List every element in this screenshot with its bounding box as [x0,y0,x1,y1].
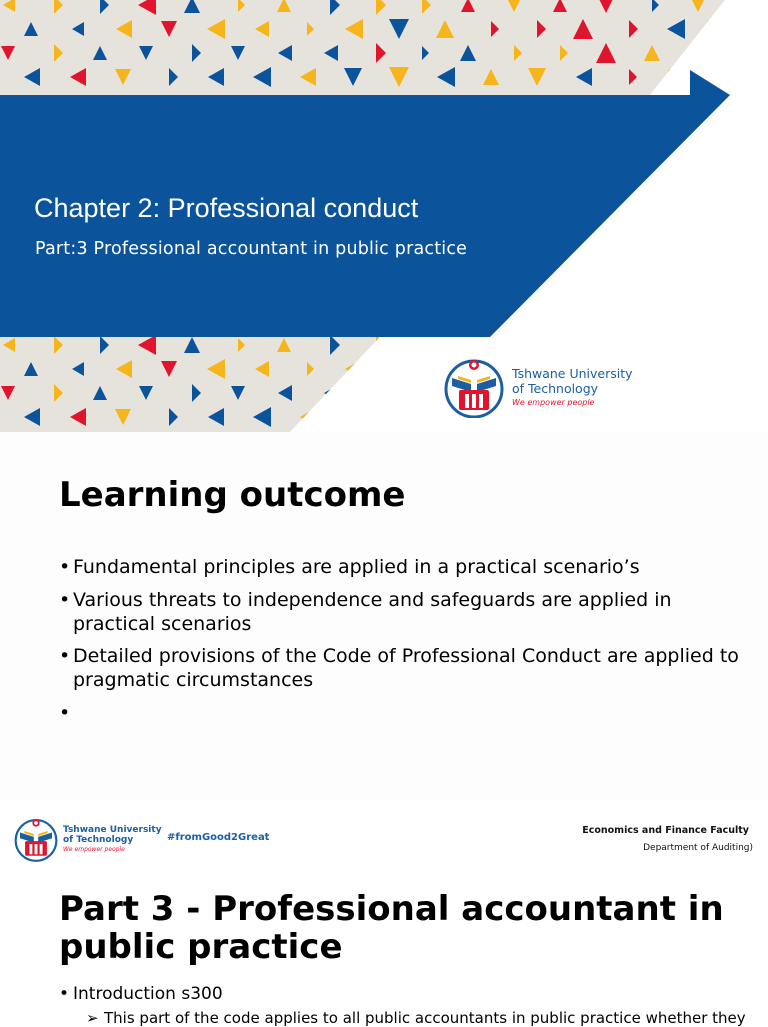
bullet-icon: • [59,701,71,724]
bullet-icon: • [59,556,71,578]
logo-tagline: We empower people [63,846,125,854]
logo-tagline: We empower people [512,397,595,407]
logo-name-line2: of Technology [63,835,134,845]
slide-title: Chapter 2: Professional conduct [34,193,419,223]
university-crest-icon [12,816,60,862]
part3-sub-item [86,1009,756,1027]
faculty-label: Economics and Finance Faculty [582,825,749,836]
slide-subtitle: Part:3 Professional accountant in public practice [35,239,468,259]
part3-list [59,984,759,1004]
list-item: • Fundamental principles are applied in a practical scenario’s [59,556,640,578]
list-item: • Detailed provisions of the Code of Professional Conduct are applied to pragmatic circumstances [59,645,739,691]
university-logo-small [12,816,162,862]
arrow-bullet-icon: ➢ [86,1009,99,1027]
university-crest-icon [441,356,507,418]
title-slide [0,0,768,432]
logo-name-line1: Tshwane University [512,366,633,382]
bullet-icon: • [59,984,70,1004]
logo-name-line2: of Technology [512,380,599,396]
sub-item-text: This part of the code applies to all public accountants in public practice whether they [104,1009,746,1027]
department-label: Department of Auditing) [643,843,753,853]
learning-outcome-list [59,555,739,733]
part3-heading: Part 3 - Professional accountant in public practice [59,889,724,967]
bullet-icon: • [59,588,71,611]
logo-name-line1: Tshwane University [63,824,162,835]
list-item: • Various threats to independence and safeguards are applied in practical scenarios [59,588,672,635]
bullet-icon: • [59,645,71,667]
list-item: • Introduction s300 [59,984,223,1004]
list-item [59,701,739,725]
hashtag-label: #fromGood2Great [167,832,270,843]
learning-outcome-heading: Learning outcome [59,475,406,515]
university-logo [441,356,633,418]
